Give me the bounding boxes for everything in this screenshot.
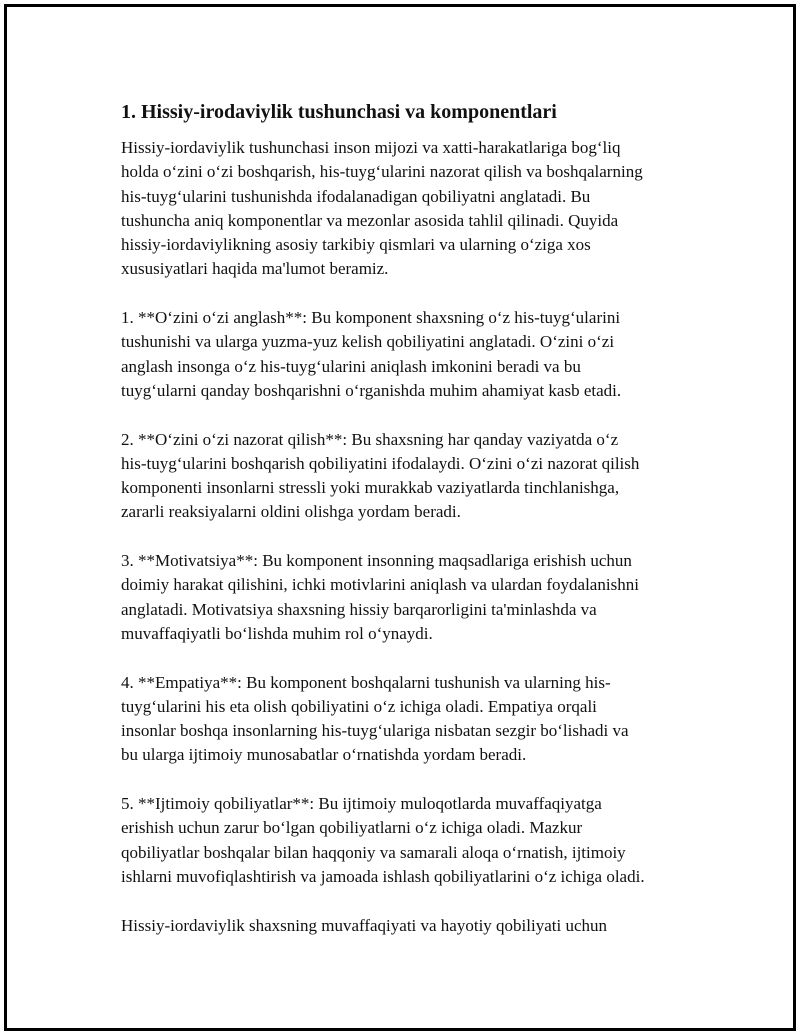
text-line: hissiy-iordaviylikning asosiy tarkibiy qismlari va ularning o‘ziga xos: [121, 235, 591, 255]
component-self-control-paragraph: [121, 428, 701, 525]
component-motivation-paragraph: [121, 549, 701, 646]
text-line: tuyg‘ularini his eta olish qobiliyatini o‘z ichiga oladi. Empatiya orqali: [121, 696, 597, 716]
text-line: muvaffaqiyatli bo‘lishda muhim rol o‘ynaydi.: [121, 623, 433, 643]
component-empathy-paragraph: [121, 671, 701, 768]
text-line: doimiy harakat qilishini, ichki motivlarini aniqlash va ulardan foydalanishni: [121, 575, 639, 595]
text-line: Hissiy-iordaviylik tushunchasi inson mijozi va xatti-harakatlariga bog‘liq: [121, 138, 621, 157]
section-heading: 1. Hissiy-irodaviylik tushunchasi va komponentlari: [121, 101, 557, 123]
text-line: holda o‘zini o‘zi boshqarish, his-tuyg‘ularini nazorat qilish va boshqalarning: [121, 162, 643, 182]
intro-paragraph: [121, 136, 701, 282]
text-line: 1. **O‘zini o‘zi anglash**: Bu komponent shaxsning o‘z his-tuyg‘ularini: [121, 308, 621, 328]
text-line: his-tuyg‘ularini tushunishda ifodalanadigan qobiliyatni anglatadi. Bu: [121, 186, 591, 206]
component-self-awareness-paragraph: [121, 306, 701, 403]
component-social-skills-paragraph: [121, 792, 701, 889]
text-line: ishlarni muvofiqlashtirish va jamoada ishlash qobiliyatlarini o‘z ichiga oladi.: [121, 866, 645, 886]
text-line: Hissiy-iordaviylik shaxsning muvaffaqiyati va hayotiy qobiliyati uchun: [121, 915, 608, 935]
text-line: tushunishi va ularga yuzma-yuz kelish qobiliyatini anglatadi. O‘zini o‘zi: [121, 332, 615, 352]
document-body: [121, 99, 701, 962]
text-line: xususiyatlari haqida ma'lumot beramiz.: [121, 259, 389, 279]
text-line: komponenti insonlarni stressli yoki murakkab vaziyatlarda tinchlanishga,: [121, 478, 620, 498]
text-line: tushuncha aniq komponentlar va mezonlar asosida tahlil qilinadi. Quyida: [121, 210, 619, 230]
text-line: 3. **Motivatsiya**: Bu komponent insonning maqsadlariga erishish uchun: [121, 551, 632, 571]
text-line: his-tuyg‘ularini boshqarish qobiliyatini ifodalaydi. O‘zini o‘zi nazorat qilish: [121, 453, 640, 473]
text-line: insonlar boshqa insonlarning his-tuyg‘ulariga nisbatan sezgir bo‘lishadi va: [121, 721, 629, 741]
page-border: [4, 4, 796, 1031]
text-line: anglatadi. Motivatsiya shaxsning hissiy barqarorligini ta'minlashda va: [121, 599, 597, 619]
text-line: 2. **O‘zini o‘zi nazorat qilish**: Bu shaxsning har qanday vaziyatda o‘z: [121, 429, 619, 449]
text-line: bu ularga ijtimoiy munosabatlar o‘rnatishda yordam beradi.: [121, 745, 527, 765]
text-line: erishish uchun zarur bo‘lgan qobiliyatlarni o‘z ichiga oladi. Mazkur: [121, 818, 583, 838]
closing-paragraph: [121, 914, 701, 938]
text-line: 5. **Ijtimoiy qobiliyatlar**: Bu ijtimoiy muloqotlarda muvaffaqiyatga: [121, 794, 602, 814]
text-line: anglash insonga o‘z his-tuyg‘ularini aniqlash imkonini beradi va bu: [121, 356, 581, 376]
text-line: zararli reaksiyalarni oldini olishga yordam beradi.: [121, 502, 461, 522]
text-line: tuyg‘ularni qanday boshqarishni o‘rganishda muhim ahamiyat kasb etadi.: [121, 380, 622, 400]
text-line: qobiliyatlar boshqalar bilan haqqoniy va samarali aloqa o‘rnatish, ijtimoiy: [121, 842, 626, 862]
text-line: 4. **Empatiya**: Bu komponent boshqalarni tushunish va ularning his-: [121, 672, 611, 692]
